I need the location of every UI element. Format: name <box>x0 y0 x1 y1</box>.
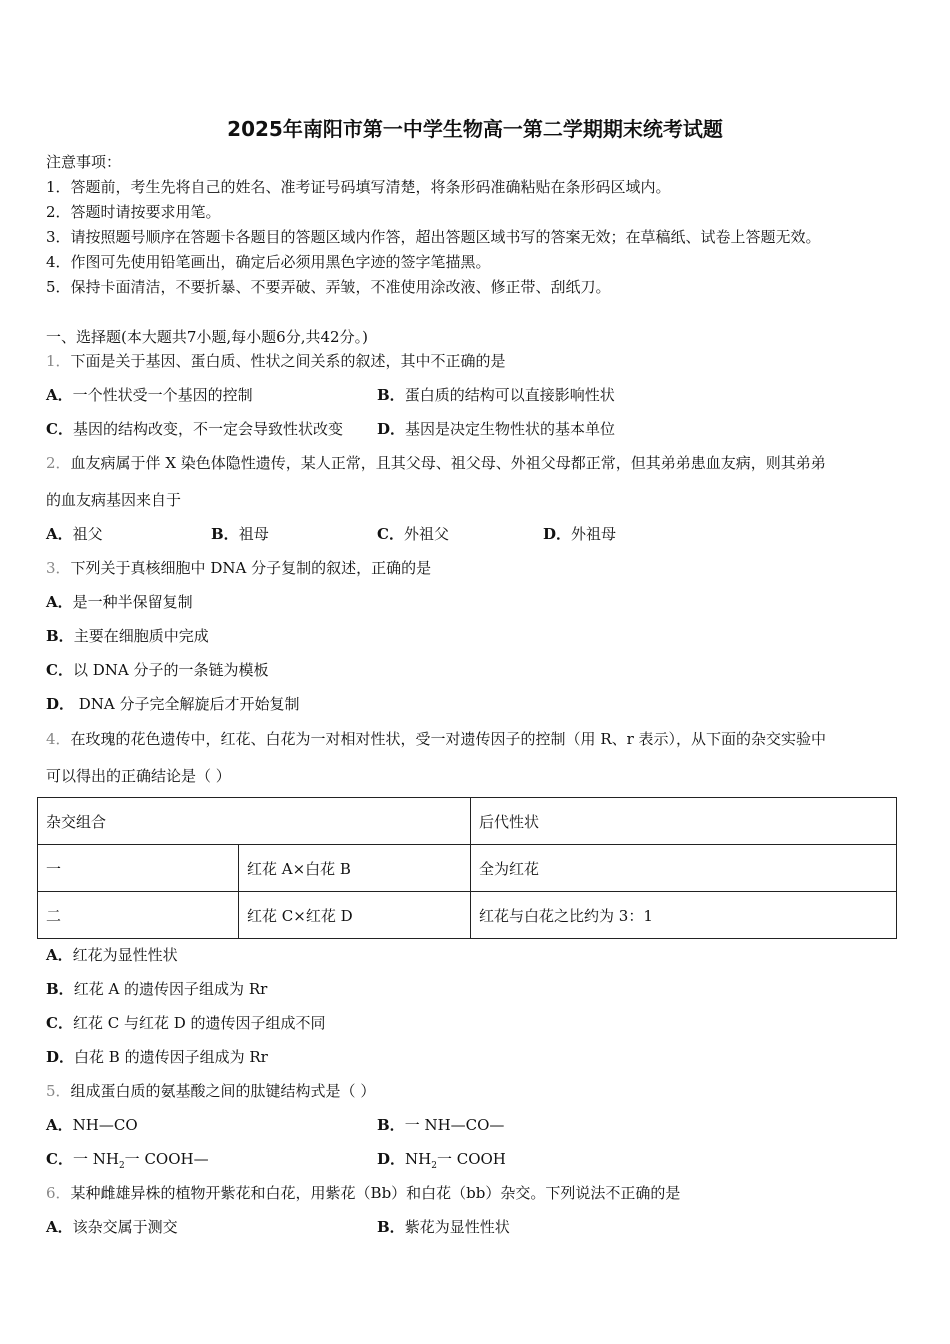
table-row <box>38 892 897 939</box>
table-cell: 红花 C×红花 D <box>239 892 471 939</box>
q3-option-b: B．主要在细胞质中完成 <box>46 627 209 645</box>
question-number: 5． <box>46 1082 71 1100</box>
table-cell: 一 <box>38 845 239 892</box>
question-3-stem <box>46 558 431 578</box>
question-4-stem <box>46 729 826 749</box>
question-number: 4． <box>46 730 71 748</box>
question-2-stem-cont: 的血友病基因来自于 <box>46 491 182 509</box>
q2-option-a: A．祖父 <box>46 525 103 543</box>
q2-option-c: C．外祖父 <box>377 525 449 543</box>
q6-option-b: B．紫花为显性性状 <box>377 1218 510 1236</box>
note-item: 5．保持卡面清洁，不要折暴、不要弄破、弄皱，不准使用涂改液、修正带、刮纸刀。 <box>46 278 611 296</box>
q3-option-d: D． DNA 分子完全解旋后才开始复制 <box>46 695 300 713</box>
notes-heading: 注意事项： <box>46 153 122 171</box>
q6-option-a: A．该杂交属于测交 <box>46 1218 178 1236</box>
question-number: 3． <box>46 559 71 577</box>
q4-option-a: A．红花为显性性状 <box>46 946 178 964</box>
question-5-stem <box>46 1081 375 1101</box>
note-item: 4．作图可先使用铅笔画出，确定后必须用黑色字迹的签字笔描黑。 <box>46 253 491 271</box>
table-header-cell: 杂交组合 <box>38 798 471 845</box>
q5-option-a: A．NH—CO <box>46 1116 138 1134</box>
question-text: 在玫瑰的花色遗传中，红花、白花为一对相对性状，受一对遗传因子的控制（用 R、r 表示），从下面的杂交实验中 <box>70 730 827 748</box>
question-number: 2． <box>46 454 71 472</box>
table-cell: 红花与白花之比约为 3：1 <box>471 892 897 939</box>
q4-option-b: B．红花 A 的遗传因子组成为 Rr <box>46 980 268 998</box>
q3-option-c: C．以 DNA 分子的一条链为模板 <box>46 661 269 679</box>
note-item: 2．答题时请按要求用笔。 <box>46 203 221 221</box>
q3-option-a: A．是一种半保留复制 <box>46 593 193 611</box>
question-4-stem-cont: 可以得出的正确结论是（ ） <box>46 767 231 785</box>
q5-option-c: C．一 $NH_2$一 COOH— <box>46 1150 209 1171</box>
table-header-cell: 后代性状 <box>471 798 897 845</box>
q1-option-a: A．一个性状受一个基因的控制 <box>46 386 253 404</box>
section-heading: 一、选择题(本大题共7小题,每小题6分,共42分。) <box>46 328 368 346</box>
q1-option-d: D．基因是决定生物性状的基本单位 <box>377 420 616 438</box>
page-title: 2025年南阳市第一中学生物高一第二学期期末统考试题 <box>227 117 723 141</box>
question-text: 下面是关于基因、蛋白质、性状之间关系的叙述，其中不正确的是 <box>70 352 506 370</box>
q5-option-d: D．$NH_2$一 COOH <box>377 1150 506 1171</box>
question-2-stem <box>46 453 826 473</box>
question-1-stem <box>46 351 506 371</box>
table-cell: 红花 A×白花 B <box>239 845 471 892</box>
note-item: 3．请按照题号顺序在答题卡各题目的答题区域内作答，超出答题区域书写的答案无效；在草稿纸、试卷上答题无效。 <box>46 228 821 246</box>
cross-table <box>37 797 897 939</box>
table-cell: 二 <box>38 892 239 939</box>
table-header-row <box>38 798 897 845</box>
question-text: 下列关于真核细胞中 DNA 分子复制的叙述，正确的是 <box>70 559 432 577</box>
q2-option-b: B．祖母 <box>211 525 269 543</box>
question-number: 6． <box>46 1184 71 1202</box>
table-cell: 全为红花 <box>471 845 897 892</box>
question-text: 组成蛋白质的氨基酸之间的肽键结构式是（ ） <box>70 1082 376 1100</box>
q2-option-d: D．外祖母 <box>543 525 617 543</box>
question-text: 某种雌雄异株的植物开紫花和白花，用紫花（Bb）和白花（bb）杂交。下列说法不正确的是 <box>70 1184 681 1202</box>
q1-option-b: B．蛋白质的结构可以直接影响性状 <box>377 386 615 404</box>
question-6-stem <box>46 1183 680 1203</box>
question-number: 1． <box>46 352 71 370</box>
q1-option-c: C．基因的结构改变，不一定会导致性状改变 <box>46 420 343 438</box>
q4-option-c: C．红花 C 与红花 D 的遗传因子组成不同 <box>46 1014 326 1032</box>
note-item: 1．答题前，考生先将自己的姓名、准考证号码填写清楚，将条形码准确粘贴在条形码区域内。 <box>46 178 671 196</box>
q5-option-b: B．一 NH—CO— <box>377 1116 505 1134</box>
question-text: 血友病属于伴 X 染色体隐性遗传，某人正常，且其父母、祖父母、外祖父母都正常，但其弟弟患血友病，则其弟弟 <box>70 454 826 472</box>
table-row <box>38 845 897 892</box>
q4-option-d: D．白花 B 的遗传因子组成为 Rr <box>46 1048 268 1066</box>
